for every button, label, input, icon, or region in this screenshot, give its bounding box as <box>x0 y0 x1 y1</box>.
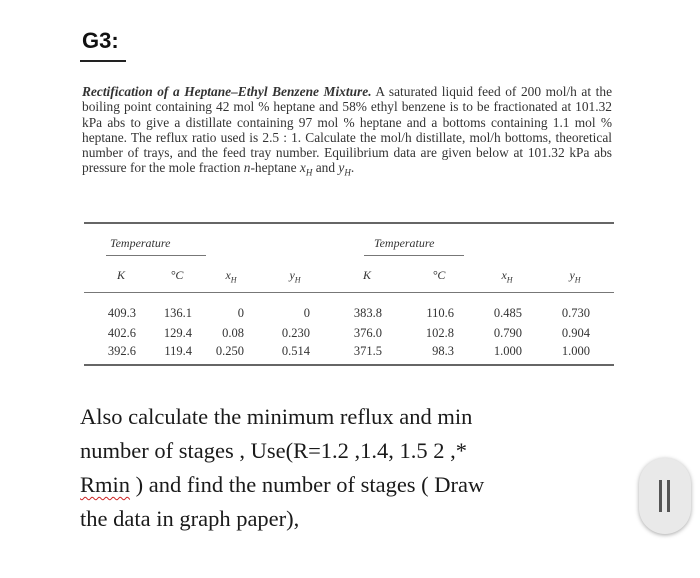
header-rule <box>84 292 614 293</box>
table-cell-r1-c5: 383.8 <box>353 306 382 320</box>
table-cell-r2-c5: 376.0 <box>353 326 382 340</box>
table-cell-r1-c3: 0 <box>237 306 244 320</box>
col-header-y-1: $y_H$ <box>289 268 301 285</box>
table-cell-r2-c3: 0.08 <box>222 326 244 340</box>
and-word: and <box>312 160 339 176</box>
table-cell-r1-c6: 110.6 <box>426 306 454 320</box>
problem-body: A saturated liquid feed of 200 mol/h at the boiling point containing 42 mol % heptane and 58% ethyl benzene is to be fractionated at 101.32 kPa abs to give a distillate containing 97 mol % heptane and a bottoms containing 1.1 mol % heptane. The reflux ratio used is 2.5 : 1. Calculate the mol/h distillate, mol/h bottoms, theoretical number of trays, and the feed tray number. Equilibrium data are given below at 101.32 kPa abs pressure for the mole fraction <box>82 84 613 176</box>
followup-line-1: Also calculate the minimum reflux and min <box>80 404 473 429</box>
heading-underline <box>80 60 126 62</box>
table-cell-r1-c2: 136.1 <box>163 306 192 320</box>
problem-title: Rectification of a Heptane–Ethyl Benzene Mixture. <box>82 84 372 99</box>
table-bottom-rule <box>84 364 614 366</box>
table-cell-r3-c7: 1.000 <box>493 344 522 358</box>
table-cell-r2-c2: 129.4 <box>163 326 192 340</box>
pause-button[interactable] <box>639 458 691 534</box>
table-cell-r2-c7: 0.790 <box>493 326 522 340</box>
var-n: n <box>243 160 251 176</box>
col-header-k-1: K <box>116 268 125 282</box>
group-rule-left <box>106 255 206 256</box>
table-cell-r2-c1: 402.6 <box>107 326 136 340</box>
table-cell-r3-c4: 0.514 <box>281 344 310 358</box>
var-x: x <box>299 160 306 176</box>
rmin-text: Rmin <box>80 472 131 497</box>
col-header-x-2: $x_H$ <box>501 268 513 285</box>
problem-heading: G3: <box>82 28 119 53</box>
followup-line-2: number of stages , Use(R=1.2 ,1.4, 1.5 2 ,* <box>80 438 468 463</box>
table-cell-r3-c6: 98.3 <box>432 344 454 358</box>
problem-statement <box>82 84 612 181</box>
problem-body-end: . <box>350 160 355 176</box>
table-cell-r3-c3: 0.250 <box>215 344 244 358</box>
var-y: y <box>338 160 345 176</box>
group-rule-right <box>364 255 464 256</box>
table-cell-r1-c7: 0.485 <box>493 306 522 320</box>
col-header-y-2: $y_H$ <box>569 268 581 285</box>
table-top-rule <box>84 222 614 224</box>
followup-question <box>80 400 610 536</box>
col-header-x-1: $x_H$ <box>225 268 237 285</box>
var-y-sub: H <box>344 168 351 179</box>
followup-line-3-rest: ) and find the number of stages ( Draw <box>130 472 485 497</box>
group-header-right: Temperature <box>374 236 435 250</box>
var-x-sub: H <box>305 168 313 179</box>
group-header-left: Temperature <box>110 236 171 250</box>
table-cell-r3-c5: 371.5 <box>353 344 382 358</box>
table-cell-r2-c8: 0.904 <box>561 326 590 340</box>
table-cell-r2-c4: 0.230 <box>281 326 310 340</box>
followup-line-4: the data in graph paper), <box>80 506 300 531</box>
table-cell-r1-c4: 0 <box>303 306 310 320</box>
table-cell-r3-c1: 392.6 <box>107 344 136 358</box>
table-cell-r2-c6: 102.8 <box>425 326 454 340</box>
problem-body-mid: -heptane <box>250 160 300 176</box>
col-header-c-1: °C <box>170 268 184 282</box>
table-cell-r3-c8: 1.000 <box>561 344 590 358</box>
table-cell-r3-c2: 119.4 <box>164 344 192 358</box>
col-header-c-2: °C <box>432 268 446 282</box>
table-cell-r1-c8: 0.730 <box>561 306 590 320</box>
col-header-k-2: K <box>362 268 371 282</box>
table-cell-r1-c1: 409.3 <box>107 306 136 320</box>
followup-line-3 <box>80 468 610 502</box>
